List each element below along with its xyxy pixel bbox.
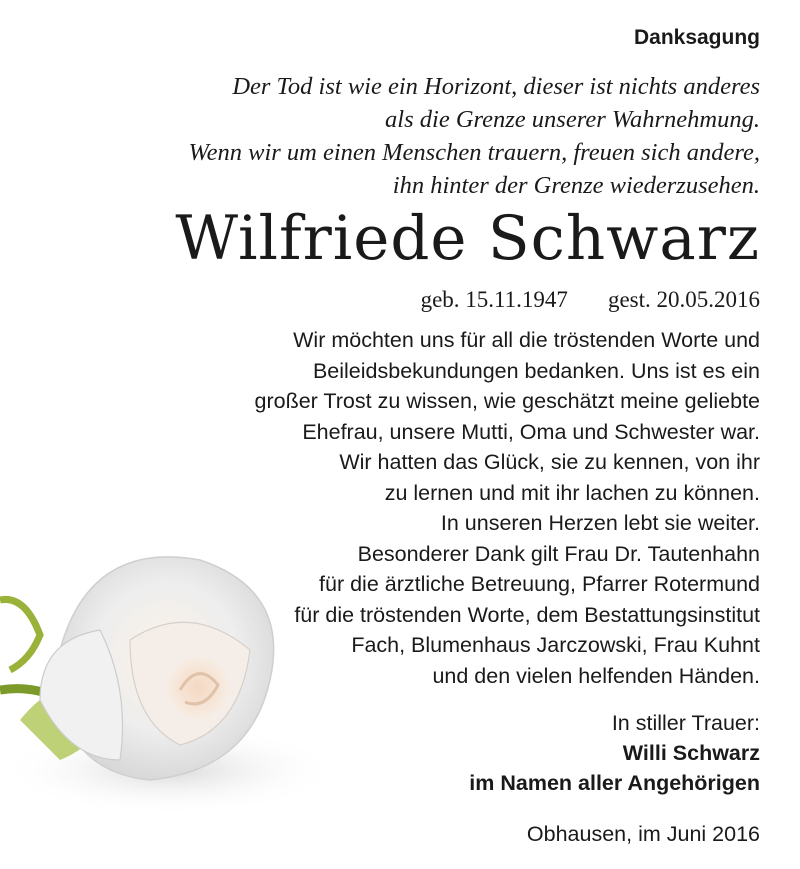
text-line: großer Trost zu wissen, wie geschätzt meine geliebte [254, 389, 760, 413]
death-date: gest. 20.05.2016 [607, 287, 760, 312]
text-line: Beileidsbekundungen bedanken. Uns ist es ein [312, 358, 760, 383]
quote-line: Wenn wir um einen Menschen trauern, freuen sich andere, [188, 139, 760, 166]
text-line: In unseren Herzen lebt sie weiter. [440, 511, 760, 535]
text-line: Fach, Blumenhaus Jarczowski, Frau Kuhnt [351, 633, 760, 657]
text-line: Ehefrau, unsere Mutti, Oma und Schwester war. [302, 419, 760, 444]
signer-family: im Namen aller Angehörigen [469, 771, 760, 795]
quote-line: als die Grenze unserer Wahrnehmung. [385, 106, 760, 133]
signer-name: Willi Schwarz [622, 741, 760, 765]
signature-intro: In stiller Trauer: [611, 711, 760, 735]
text-line: Wir möchten uns für all die tröstenden Worte und [293, 328, 760, 352]
life-dates [421, 287, 760, 313]
text-line: für die ärztliche Betreuung, Pfarrer Rotermund [319, 572, 760, 596]
text-line: und den vielen helfenden Händen. [432, 663, 760, 688]
quote-line: Der Tod ist wie ein Horizont, dieser ist nichts anderes [232, 73, 760, 100]
birth-date: geb. 15.11.1947 [420, 287, 568, 312]
text-line: Besonderer Dank gilt Frau Dr. Tautenhahn [357, 541, 760, 566]
text-line: Wir hatten das Glück, sie zu kennen, von ihr [339, 450, 760, 474]
text-line: für die tröstenden Worte, dem Bestattungsinstitut [294, 602, 760, 627]
deceased-name: Wilfriede Schwarz [175, 203, 760, 274]
notice-heading: Danksagung [633, 26, 760, 49]
signature-block [469, 708, 760, 798]
text-line: zu lernen und mit ihr lachen zu können. [384, 480, 760, 505]
place-date: Obhausen, im Juni 2016 [526, 822, 760, 846]
quote-line: ihn hinter der Grenze wiederzusehen. [392, 172, 760, 199]
memorial-quote [40, 70, 760, 202]
thank-you-text [140, 325, 760, 691]
